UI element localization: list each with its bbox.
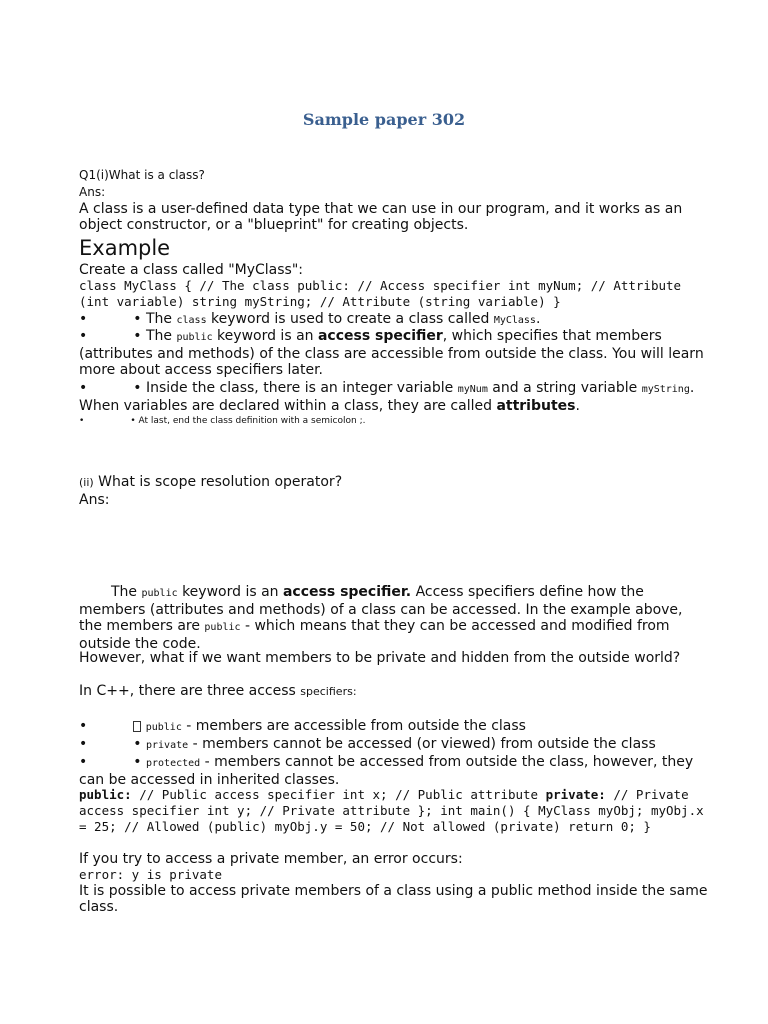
question-text: What is scope resolution operator? bbox=[93, 474, 343, 490]
class-code-snippet: class MyClass { // The class public: // Access specifier int myNum; // Attribute (int variable) string myString; // Attribute (string variable) } bbox=[79, 278, 682, 309]
specifier-item bbox=[79, 718, 719, 736]
inline-code: protected bbox=[145, 758, 201, 769]
text: keyword is an bbox=[177, 584, 283, 600]
code-text: // Public access specifier int x; // Public attribute bbox=[131, 787, 546, 802]
text: , which specifies that members (attributes and methods) of the class are accessible from outside the class. You will learn more about access specifiers later. bbox=[79, 328, 704, 378]
specifier-item bbox=[79, 754, 709, 788]
q2-paragraph-3 bbox=[79, 683, 719, 700]
inline-code: class bbox=[176, 315, 207, 326]
bullet-marker: • bbox=[79, 416, 85, 426]
text: At last, end the class definition with a semicolon ;. bbox=[138, 416, 366, 426]
inline-code: myNum bbox=[457, 384, 488, 395]
text: keyword is used to create a class called bbox=[206, 311, 494, 327]
inline-code: public bbox=[141, 588, 178, 599]
bullet-marker: • bbox=[79, 328, 88, 344]
q2-ans-label: Ans: bbox=[79, 492, 110, 508]
closing-paragraph: It is possible to access private members of a class using a public method inside the same class. bbox=[79, 883, 708, 915]
bullet-item bbox=[79, 380, 709, 414]
text: In C++, there are three access bbox=[79, 683, 301, 699]
text: - members cannot be accessed (or viewed) from outside the class bbox=[188, 736, 656, 752]
bullet-item bbox=[79, 415, 719, 427]
bullet-item bbox=[79, 311, 719, 329]
missing-glyph-icon bbox=[133, 721, 141, 732]
inline-code: public bbox=[145, 722, 182, 733]
inline-code: MyClass bbox=[493, 315, 536, 326]
text: . When variables are declared within a class, they are called bbox=[79, 380, 695, 414]
create-class-line: Create a class called "MyClass": bbox=[79, 262, 303, 278]
q2-paragraph-2: However, what if we want members to be private and hidden from the outside world? bbox=[79, 650, 681, 666]
inner-bullet: • bbox=[133, 328, 142, 344]
bold-text: access specifier bbox=[317, 328, 443, 344]
inline-code: private bbox=[145, 740, 189, 751]
code-text: // Private access specifier int y; // Private attribute }; int main() { MyClass myObj; myObj.x = 25; // Allowed (public) myObj.y = 50; // Not allowed (private) return 0; } bbox=[79, 787, 704, 834]
inner-bullet: • bbox=[133, 311, 142, 327]
bullet-marker: • bbox=[79, 311, 88, 327]
bullet-item bbox=[79, 328, 709, 378]
example-heading: Example bbox=[79, 236, 171, 260]
text: Inside the class, there is an integer variable bbox=[145, 380, 458, 396]
text: - members are accessible from outside the class bbox=[181, 718, 526, 734]
inner-bullet: • bbox=[133, 754, 142, 770]
inner-bullet: • bbox=[130, 416, 136, 426]
text: specifiers: bbox=[300, 685, 357, 698]
text: The bbox=[145, 311, 177, 327]
text: . bbox=[535, 311, 541, 327]
inline-code: public bbox=[204, 622, 241, 633]
inner-bullet: • bbox=[133, 380, 142, 396]
question-number: (ii) bbox=[79, 476, 94, 489]
text: - which means that they can be accessed and modified from outside the code. bbox=[79, 618, 670, 652]
access-code-snippet bbox=[79, 787, 709, 835]
text: The bbox=[145, 328, 177, 344]
bullet-marker: • bbox=[79, 754, 88, 770]
page-title: Sample paper 302 bbox=[302, 110, 466, 129]
inline-code: public bbox=[176, 332, 213, 343]
text: The bbox=[111, 584, 142, 600]
specifier-item bbox=[79, 736, 719, 754]
q2-question bbox=[79, 474, 719, 491]
bullet-marker: • bbox=[79, 736, 88, 752]
bullet-marker: • bbox=[79, 718, 88, 734]
text: . bbox=[575, 398, 580, 414]
inner-bullet: • bbox=[133, 736, 142, 752]
code-keyword: private: bbox=[545, 787, 606, 802]
text: Access specifiers define how the members (attributes and methods) of a class can be accessed. In the example above, the members are bbox=[79, 584, 683, 634]
bold-text: attributes bbox=[496, 398, 576, 414]
q1-question: Q1(i)What is a class? bbox=[79, 168, 205, 182]
error-message: error: y is private bbox=[79, 867, 222, 882]
q2-paragraph-1 bbox=[79, 584, 709, 652]
inline-code: myString bbox=[641, 384, 690, 395]
q1-ans-label: Ans: bbox=[79, 185, 106, 199]
bold-text: access specifier. bbox=[282, 584, 412, 600]
error-intro: If you try to access a private member, an error occurs: bbox=[79, 851, 463, 867]
text: - members cannot be accessed from outside the class, however, they can be accessed in inherited classes. bbox=[79, 754, 694, 788]
text: keyword is an bbox=[212, 328, 318, 344]
q1-answer: A class is a user-defined data type that we can use in our program, and it works as an object constructor, or a "blueprint" for creating objects. bbox=[79, 201, 683, 233]
code-keyword: public: bbox=[79, 787, 132, 802]
bullet-marker: • bbox=[79, 380, 88, 396]
text: and a string variable bbox=[487, 380, 642, 396]
